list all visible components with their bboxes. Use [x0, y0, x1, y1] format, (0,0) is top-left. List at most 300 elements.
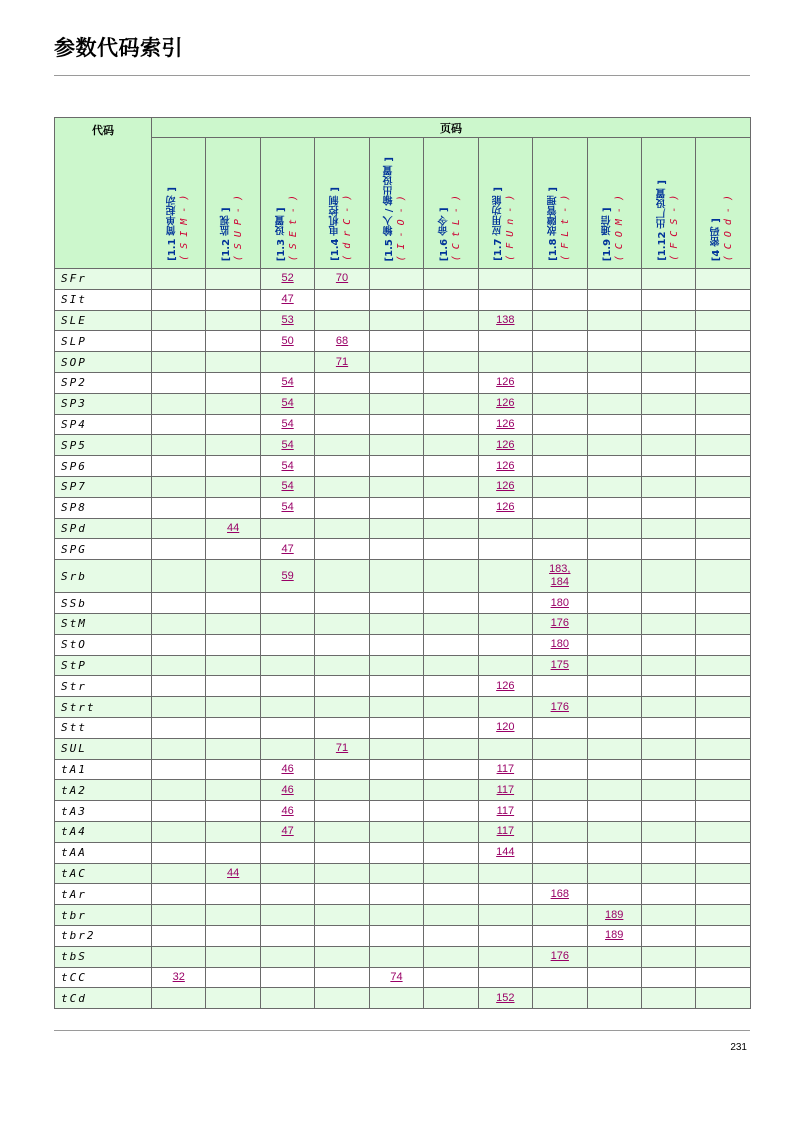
page-cell	[696, 560, 751, 593]
column-header	[424, 138, 478, 269]
page-link[interactable]: 126	[496, 397, 515, 410]
page-cell	[641, 905, 695, 926]
page-cell	[369, 697, 423, 718]
page-cell	[369, 331, 423, 352]
table-row	[55, 717, 751, 738]
page-cell	[533, 269, 587, 290]
page-link[interactable]: 126	[496, 501, 515, 514]
page-cell	[696, 738, 751, 759]
page-cell	[369, 497, 423, 518]
page-link[interactable]: 138	[496, 313, 515, 326]
page-cell	[533, 613, 587, 634]
page-cell	[152, 269, 206, 290]
page-cell	[315, 634, 369, 655]
page-link[interactable]: 189	[605, 929, 624, 942]
page-link[interactable]: 54	[281, 397, 294, 410]
page-cell	[641, 801, 695, 822]
page-cell	[424, 801, 478, 822]
page-cell	[587, 884, 641, 905]
page-cell	[424, 697, 478, 718]
page-link[interactable]: 54	[281, 376, 294, 389]
page-link[interactable]: 71	[335, 742, 349, 755]
page-cell	[206, 476, 260, 497]
page-cell	[587, 310, 641, 331]
header-code: 代码	[55, 118, 152, 269]
page-cell	[206, 593, 260, 614]
page-cell	[478, 331, 532, 352]
menu-title: [1.8 故障管理 ]	[547, 187, 559, 261]
page-cell	[587, 372, 641, 393]
page-link[interactable]: 46	[281, 762, 294, 775]
table-row	[55, 435, 751, 456]
page-cell	[424, 676, 478, 697]
page-cell	[260, 310, 314, 331]
page-cell	[152, 289, 206, 310]
page-cell	[152, 655, 206, 676]
page-cell	[696, 435, 751, 456]
page-cell	[424, 456, 478, 477]
page-link[interactable]: 32	[172, 970, 185, 983]
page-cell	[424, 497, 478, 518]
page-cell	[260, 988, 314, 1009]
page-cell	[315, 518, 369, 539]
page-cell	[369, 613, 423, 634]
page-cell	[533, 738, 587, 759]
parameter-code: SSb	[55, 593, 152, 614]
page-cell	[478, 738, 532, 759]
page-cell	[641, 560, 695, 593]
page-cell	[424, 884, 478, 905]
page-cell	[424, 967, 478, 988]
page-cell	[641, 352, 695, 373]
page-cell	[424, 717, 478, 738]
page-cell	[206, 518, 260, 539]
page-cell	[152, 539, 206, 560]
page-cell	[533, 842, 587, 863]
page-cell	[369, 884, 423, 905]
page-cell	[424, 925, 478, 946]
page-cell	[696, 352, 751, 373]
table-row	[55, 676, 751, 697]
menu-code: ( F U n - )	[505, 194, 517, 261]
page-cell	[260, 593, 314, 614]
page-cell	[478, 613, 532, 634]
page-cell	[533, 560, 587, 593]
page-cell	[206, 842, 260, 863]
page-link[interactable]: 47	[281, 542, 294, 555]
bottom-divider	[54, 1030, 750, 1031]
page-cell	[424, 352, 478, 373]
page-cell	[533, 352, 587, 373]
page-cell	[696, 476, 751, 497]
page-cell	[206, 393, 260, 414]
page-cell	[587, 780, 641, 801]
page-link[interactable]: 176	[550, 700, 569, 713]
page-link[interactable]: 117	[496, 783, 515, 796]
table-row	[55, 456, 751, 477]
page-cell	[260, 372, 314, 393]
page-link[interactable]: 176	[550, 950, 569, 963]
page-cell	[478, 310, 532, 331]
column-header	[315, 138, 369, 269]
page-cell	[315, 352, 369, 373]
table-row	[55, 393, 751, 414]
page-cell	[152, 717, 206, 738]
page-cell	[369, 310, 423, 331]
column-header-text	[493, 187, 517, 261]
page-link[interactable]: 120	[496, 721, 515, 734]
page-cell	[587, 717, 641, 738]
page-cell	[315, 414, 369, 435]
page-cell	[696, 988, 751, 1009]
table-row	[55, 738, 751, 759]
page-number: 231	[730, 1042, 747, 1053]
page-link[interactable]: 71	[335, 355, 349, 368]
page-link[interactable]: 53	[281, 313, 294, 326]
table-row	[55, 988, 751, 1009]
page-cell	[206, 435, 260, 456]
page-link[interactable]: 180	[550, 596, 569, 609]
page-cell	[424, 393, 478, 414]
page-cell	[696, 905, 751, 926]
page-cell	[641, 414, 695, 435]
column-header-text	[330, 187, 354, 261]
page-cell	[315, 884, 369, 905]
page-cell	[533, 476, 587, 497]
page-cell	[478, 842, 532, 863]
page-cell	[587, 738, 641, 759]
table-row	[55, 967, 751, 988]
page-link[interactable]: 126	[496, 376, 515, 389]
page-cell	[533, 925, 587, 946]
page-cell	[424, 863, 478, 884]
page-link[interactable]: 180	[550, 638, 569, 651]
page-cell	[641, 497, 695, 518]
page-cell	[587, 539, 641, 560]
column-header	[641, 138, 695, 269]
column-header-text	[276, 195, 300, 261]
parameter-code: tA3	[55, 801, 152, 822]
page-link[interactable]: 44	[227, 866, 240, 879]
page-cell	[152, 414, 206, 435]
page-cell	[206, 697, 260, 718]
page-link[interactable]: 126	[496, 417, 515, 430]
top-divider	[54, 75, 750, 76]
parameter-code: tAC	[55, 863, 152, 884]
page-link[interactable]: 54	[281, 438, 294, 451]
page-cell	[533, 655, 587, 676]
page-cell	[315, 497, 369, 518]
page-cell	[424, 331, 478, 352]
page-cell	[152, 842, 206, 863]
page-cell	[587, 697, 641, 718]
page-cell	[533, 393, 587, 414]
page-cell	[206, 905, 260, 926]
table-row	[55, 372, 751, 393]
page-link[interactable]: 54	[281, 417, 294, 430]
page-cell	[478, 456, 532, 477]
page-link[interactable]: 54	[281, 480, 294, 493]
page-link[interactable]: 70	[335, 272, 349, 285]
parameter-code: tCC	[55, 967, 152, 988]
page-cell	[315, 560, 369, 593]
page-cell	[641, 476, 695, 497]
page-cell	[152, 331, 206, 352]
page-cell	[369, 539, 423, 560]
page-cell	[696, 863, 751, 884]
page-cell	[696, 372, 751, 393]
page-link[interactable]: 175	[550, 658, 569, 671]
page-cell	[478, 821, 532, 842]
page-link[interactable]: 54	[281, 459, 294, 472]
page-cell	[369, 780, 423, 801]
page-cell	[152, 946, 206, 967]
page-cell	[152, 310, 206, 331]
page-cell	[206, 988, 260, 1009]
page-cell	[478, 655, 532, 676]
page-cell	[206, 331, 260, 352]
page-cell	[152, 476, 206, 497]
page-link[interactable]: 117	[496, 825, 515, 838]
page-cell	[315, 967, 369, 988]
page-cell	[369, 634, 423, 655]
page-cell	[206, 884, 260, 905]
page-link[interactable]: 126	[496, 438, 515, 451]
page-cell	[369, 801, 423, 822]
page-cell	[152, 352, 206, 373]
menu-title: [1.9 通信 ]	[602, 207, 614, 261]
parameter-code: tA4	[55, 821, 152, 842]
page-cell	[206, 821, 260, 842]
page-cell	[152, 456, 206, 477]
page-cell	[206, 634, 260, 655]
parameter-code: Stt	[55, 717, 152, 738]
page-link[interactable]: 126	[496, 679, 515, 692]
page-link[interactable]: 168	[550, 887, 569, 900]
page-link[interactable]: 176	[550, 617, 569, 630]
page-cell	[369, 518, 423, 539]
parameter-code: SP5	[55, 435, 152, 456]
page-cell	[206, 372, 260, 393]
page-cell	[533, 821, 587, 842]
page-link[interactable]: 117	[496, 804, 515, 817]
page-cell	[424, 780, 478, 801]
page-cell	[260, 780, 314, 801]
page-cell	[315, 269, 369, 290]
page-link[interactable]: 44	[227, 521, 240, 534]
page-cell	[424, 593, 478, 614]
page-cell	[369, 414, 423, 435]
menu-code: ( S I M - )	[178, 194, 190, 261]
page-cell	[315, 801, 369, 822]
page-link[interactable]: 126	[496, 459, 515, 472]
page-cell	[587, 967, 641, 988]
page-link[interactable]: 47	[281, 825, 294, 838]
page-cell	[478, 593, 532, 614]
page-cell	[424, 655, 478, 676]
page-link[interactable]: 47	[281, 293, 294, 306]
table-row	[55, 655, 751, 676]
page-cell	[424, 289, 478, 310]
page-cell	[696, 821, 751, 842]
page-link[interactable]: 54	[281, 501, 294, 514]
menu-code: ( C t L - )	[450, 194, 462, 261]
table-row	[55, 352, 751, 373]
page-link[interactable]: 46	[281, 783, 294, 796]
page-cell	[152, 967, 206, 988]
page-cell	[696, 310, 751, 331]
page-cell	[641, 842, 695, 863]
page-cell	[260, 393, 314, 414]
page-cell	[696, 518, 751, 539]
page-link[interactable]: 59	[281, 569, 294, 582]
page-link[interactable]: 50	[281, 334, 294, 347]
page-cell	[369, 717, 423, 738]
menu-title: [4 密码 ]	[711, 217, 723, 261]
page-cell	[478, 518, 532, 539]
page-cell	[152, 821, 206, 842]
page-cell	[152, 518, 206, 539]
page-cell	[533, 676, 587, 697]
column-header-text	[221, 195, 245, 261]
page-cell	[533, 988, 587, 1009]
page-cell	[587, 925, 641, 946]
page-cell	[152, 435, 206, 456]
page-link[interactable]: 117	[496, 762, 515, 775]
page-cell	[369, 289, 423, 310]
page-cell	[152, 884, 206, 905]
page-cell	[533, 884, 587, 905]
page-cell	[152, 925, 206, 946]
page-cell	[369, 352, 423, 373]
page-link[interactable]: 152	[496, 991, 515, 1004]
page-cell	[424, 435, 478, 456]
parameter-code: tbr	[55, 905, 152, 926]
page-cell	[315, 435, 369, 456]
page-cell	[369, 759, 423, 780]
page-cell	[260, 925, 314, 946]
page-cell	[533, 863, 587, 884]
page-link[interactable]: 144	[496, 846, 515, 859]
page-cell	[587, 497, 641, 518]
menu-title: [1.5 输入 / 输出设置 ]	[384, 156, 396, 261]
page-cell	[696, 414, 751, 435]
parameter-code: tbS	[55, 946, 152, 967]
parameter-code: StM	[55, 613, 152, 634]
parameter-code: StP	[55, 655, 152, 676]
parameter-code: Strt	[55, 697, 152, 718]
page-cell	[206, 414, 260, 435]
page-cell	[478, 863, 532, 884]
page-cell	[641, 863, 695, 884]
page-link[interactable]: 189	[605, 908, 624, 921]
page-cell	[260, 801, 314, 822]
page-cell	[587, 946, 641, 967]
parameter-code: SP7	[55, 476, 152, 497]
page-cell	[641, 946, 695, 967]
page-cell	[315, 539, 369, 560]
page-cell	[587, 988, 641, 1009]
page-cell	[641, 289, 695, 310]
page-cell	[315, 925, 369, 946]
page-cell	[315, 697, 369, 718]
page-cell	[369, 946, 423, 967]
page-link[interactable]: 46	[281, 804, 294, 817]
page-cell	[260, 289, 314, 310]
table-row	[55, 289, 751, 310]
page-cell	[587, 518, 641, 539]
page-cell	[260, 884, 314, 905]
page-cell	[315, 613, 369, 634]
page-cell	[315, 821, 369, 842]
page-cell	[152, 759, 206, 780]
page-cell	[315, 289, 369, 310]
page-cell	[641, 310, 695, 331]
table-row	[55, 310, 751, 331]
table-row	[55, 476, 751, 497]
page-cell	[260, 414, 314, 435]
page-cell	[152, 560, 206, 593]
parameter-code: tCd	[55, 988, 152, 1009]
page-cell	[696, 655, 751, 676]
parameter-code: SP4	[55, 414, 152, 435]
page-cell	[641, 925, 695, 946]
page-cell	[696, 676, 751, 697]
page-link[interactable]: 68	[335, 334, 349, 347]
page-cell	[260, 905, 314, 926]
page-cell	[369, 372, 423, 393]
page-cell	[424, 946, 478, 967]
page-cell	[696, 331, 751, 352]
page-cell	[260, 717, 314, 738]
table-row	[55, 560, 751, 593]
page-link[interactable]: 74	[390, 970, 403, 983]
page-cell	[478, 560, 532, 593]
column-header	[260, 138, 314, 269]
page-cell	[696, 946, 751, 967]
page-cell	[260, 759, 314, 780]
parameter-code: SP8	[55, 497, 152, 518]
page-cell	[152, 738, 206, 759]
table-row	[55, 780, 751, 801]
page-cell	[587, 352, 641, 373]
menu-code: ( F L t - )	[559, 194, 571, 261]
page-cell	[641, 435, 695, 456]
page-cell	[641, 269, 695, 290]
page-cell	[152, 988, 206, 1009]
table-row	[55, 518, 751, 539]
page-link[interactable]: 183,	[549, 563, 571, 576]
page-cell	[206, 539, 260, 560]
page-cell	[533, 801, 587, 822]
menu-title: [1.4 电机控制 ]	[330, 187, 342, 261]
page-cell	[533, 593, 587, 614]
page-link[interactable]: 126	[496, 480, 515, 493]
page-cell	[641, 697, 695, 718]
page-cell	[152, 780, 206, 801]
page-cell	[696, 613, 751, 634]
page-cell	[206, 269, 260, 290]
page-link[interactable]: 52	[281, 272, 294, 285]
page-cell	[587, 393, 641, 414]
menu-title: [1.7 应用功能 ]	[493, 187, 505, 261]
table-body	[55, 269, 751, 1009]
parameter-index-table	[54, 117, 751, 1009]
page-cell	[478, 967, 532, 988]
page-cell	[587, 676, 641, 697]
page-link[interactable]: 184	[550, 576, 569, 589]
page-cell	[478, 988, 532, 1009]
